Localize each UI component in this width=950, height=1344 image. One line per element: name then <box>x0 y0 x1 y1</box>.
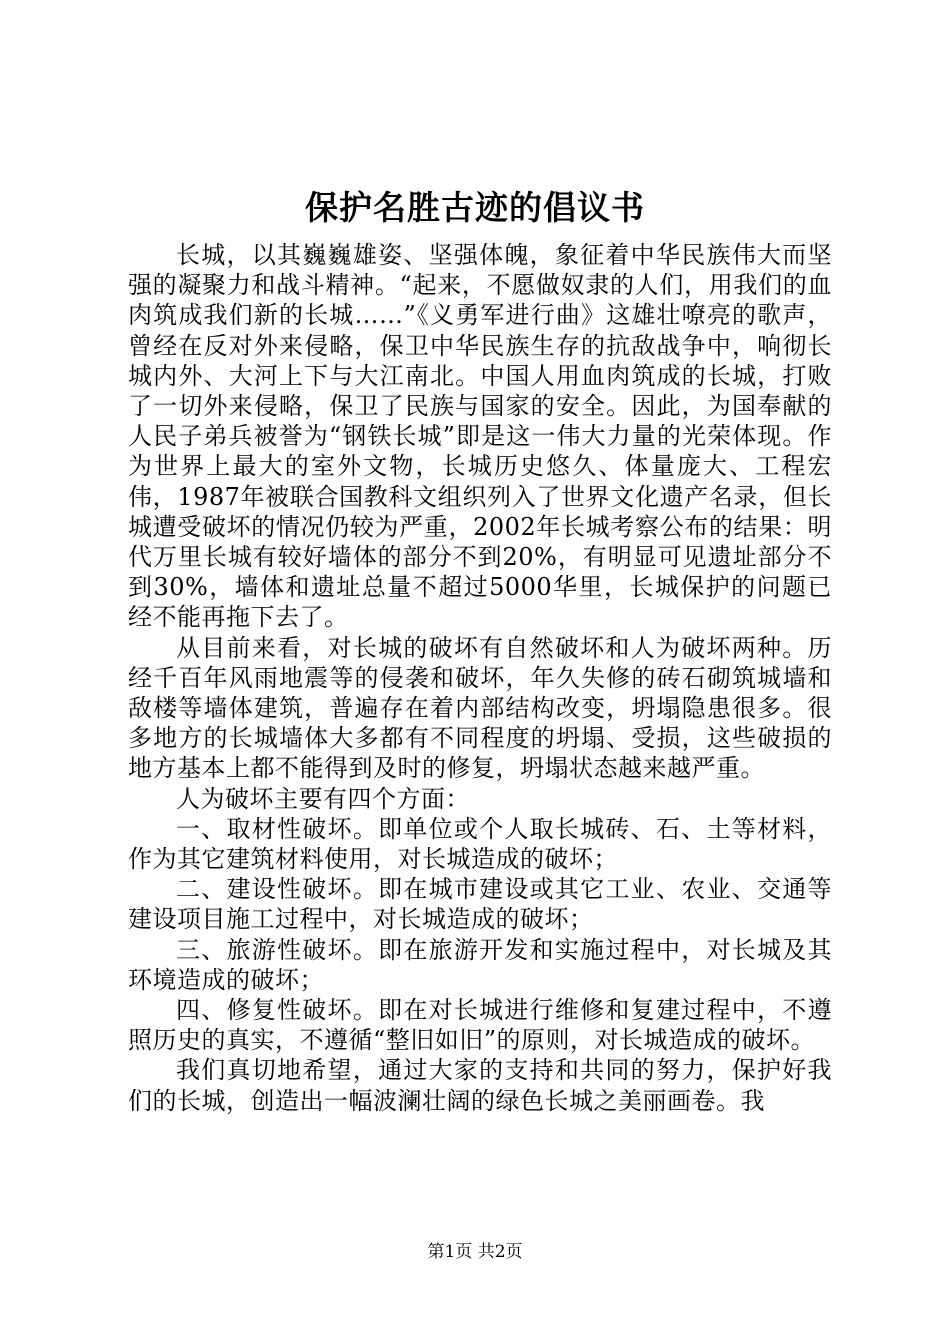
paragraph-damage-item-1: 一、取材性破坏。即单位或个人取长城砖、石、土等材料，作为其它建筑材料使用，对长城造成的破坏； <box>128 814 832 874</box>
paragraph-appeal: 我们真切地希望，通过大家的支持和共同的努力，保护好我们的长城，创造出一幅波澜壮阔的绿色长城之美丽画卷。我 <box>128 1056 832 1115</box>
paragraph-damage-types: 从目前来看，对长城的破坏有自然破坏和人为破坏两种。历经千百年风雨地震等的侵袭和破坏，年久失修的砖石砌筑城墙和敌楼等墙体建筑，普遍存在着内部结构改变，坍塌隐患很多。很多地方的长城墙体大多都有不同程度的坍塌、受损，这些破损的地方基本上都不能得到及时的修复，坍塌状态越来越严重。 <box>128 633 832 783</box>
paragraph-human-damage-heading: 人为破坏主要有四个方面： <box>176 784 470 813</box>
paragraph-damage-item-3: 三、旅游性破坏。即在旅游开发和实施过程中，对长城及其环境造成的破坏； <box>128 935 832 994</box>
paragraph-damage-item-2: 二、建设性破坏。即在城市建设或其它工业、农业、交通等建设项目施工过程中，对长城造成的破坏； <box>128 875 832 934</box>
paragraph-damage-item-4: 四、修复性破坏。即在对长城进行维修和复建过程中，不遵照历史的真实，不遵循“整旧如旧”的原则，对长城造成的破坏。 <box>128 996 832 1055</box>
page-number-footer: 第1页 共2页 <box>427 1242 523 1262</box>
paragraph-great-wall-intro: 长城，以其巍巍雄姿、坚强体魄，象征着中华民族伟大而坚强的凝聚力和战斗精神。“起来，不愿做奴隶的人们，用我们的血肉筑成我们新的长城……”《义勇军进行曲》这雄壮嘹亮的歌声，曾经在反对外来侵略，保卫中华民族生存的抗敌战争中，响彻长城内外、大河上下与大江南北。中国人用血肉筑成的长城，打败了一切外来侵略，保卫了民族与国家的安全。因此，为国奉献的人民子弟兵被誉为“钢铁长城”即是这一伟大力量的光荣体现。作为世界上最大的室外文物，长城历史悠久、体量庞大、工程宏伟，1987年被联合国教科文组织列入了世界文化遗产名录，但长城遭受破坏的情况仍较为严重，2002年长城考察公布的结果：明代万里长城有较好墙体的部分不到20%，有明显可见遗址部分不到30%，墙体和遗址总量不超过5000华里，长城保护的问题已经不能再拖下去了。 <box>128 241 832 632</box>
document-body <box>128 240 832 1116</box>
document-title: 保护名胜古迹的倡议书 <box>305 188 645 227</box>
